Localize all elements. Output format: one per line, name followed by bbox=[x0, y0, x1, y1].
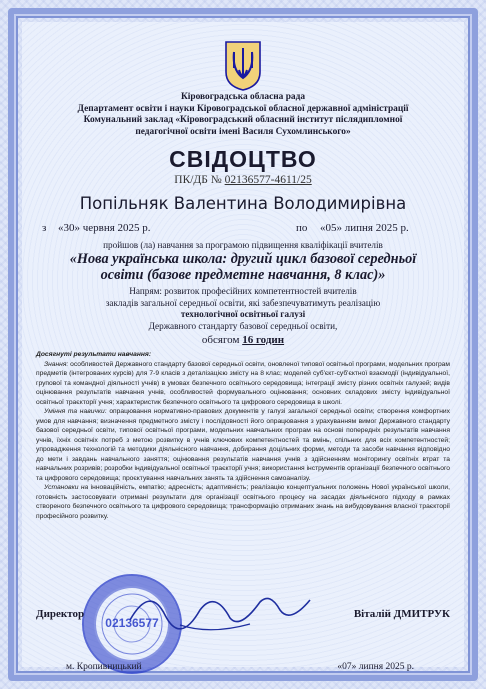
reg-number: 02136577-4611/25 bbox=[224, 174, 312, 186]
attitudes-text: інноваційність, емпатію; адресність; адаптивність; реалізацію концептуальних положень Нової української школи, готовність застосовувати отримані результати для організації освітнього процесу на засадах діяльнісного підходу в рамках створеного безпечного освітнього та цифрового середовища; трансформацію отриманих знань на вибудовування власної траєкторії професійного розвитку. bbox=[36, 484, 450, 520]
header-line-2: Департамент освіти і науки Кіровоградської обласної державної адміністрації bbox=[77, 103, 409, 114]
city: м. Кропивницький bbox=[66, 662, 142, 672]
header bbox=[0, 92, 486, 138]
skills-text: опрацювання нормативно-правових документів у галузі загальної середньої освіти; створення комфортних умов для навчання; визначення предметного змісту і послідовності його опрацювання з урахуванням вимог Державного стандарту базової середньої освіти, типової освітньої програми, модельних навчальних програм на основі попередніх результатів навчання учнів, їхніх освітніх потреб з метою розвитку в учнів ключових компетентностей та вмінь, спільних для всіх компетентностей; упровадження технологій та методики діяльнісного навчання, добирання доцільних форми, методи та засоби навчання відповідно до мети і завдань навчального заняття; оцінювання результатів навчання учнів з здійсненням моніторингу освітніх втрат та навчальних розривів; розробки індивідуальної освітньої траєкторії учня; використання інструментів організації безпечного освітнього та цифрового середовища; проєктування навчальних занять та здійснення самоаналізу. bbox=[36, 408, 450, 482]
direction-block bbox=[0, 286, 486, 332]
direction-line-1: Напрям: розвиток професійних компетентностей вчителів bbox=[129, 286, 357, 296]
knowledge-paragraph bbox=[36, 360, 450, 408]
to-label: по bbox=[296, 222, 308, 234]
issue-date: «07» липня 2025 р. bbox=[337, 662, 414, 672]
results-heading: Досягнуті результати навчання: bbox=[36, 351, 152, 358]
header-line-4: педагогічної освіти імені Василя Сухомлинського» bbox=[135, 126, 351, 137]
certificate-title: СВІДОЦТВО bbox=[169, 146, 317, 172]
to-date: «05» липня 2025 р. bbox=[320, 222, 409, 234]
director-signature bbox=[120, 580, 320, 640]
registration-number bbox=[0, 174, 486, 186]
header-line-3: Комунальний заклад «Кіровоградський обласний інститут післядипломної bbox=[83, 115, 403, 125]
reg-prefix: ПК/ДБ № bbox=[174, 174, 222, 186]
educational-field: технологічної освітньої галузі bbox=[180, 309, 306, 319]
coat-of-arms-icon bbox=[223, 40, 263, 92]
direction-line-2: закладів загальної середньої освіти, які забезпечуватимуть реалізацію bbox=[105, 297, 381, 308]
header-line-1: Кіровоградська обласна рада bbox=[180, 92, 306, 102]
skills-paragraph bbox=[36, 407, 450, 483]
from-label: з bbox=[42, 222, 47, 234]
knowledge-label: Знання: bbox=[44, 360, 69, 368]
attitudes-paragraph bbox=[36, 483, 450, 521]
attitudes-label: Установки на bbox=[44, 484, 89, 491]
passed-text: пройшов (ла) навчання за програмою підвищення кваліфікації вчителів bbox=[103, 240, 383, 250]
learning-results bbox=[36, 350, 450, 521]
knowledge-text: особливостей Державного стандарту базової середньої освіти, оновленої типової освітньої програми, модельних програм предметів (інтегрованих курсів) для 7-9 класів з деталізацією змісту на 8 клас; моделей суб'єкт-суб'єктної взаємодії (індивідуальної, групової та командної діяльності учнів) в умовах безпечного освітнього середовища; інтеграції змісту різних освітніх галузей; видів оцінювання результатів навчання учнів, особливостей формувального оцінювання; основних складових змісту індивідуальної освітньої траєкторії учня; характеристик безпечного освітнього та цифрового середовища в школі. bbox=[36, 360, 450, 406]
signature-name: Віталій ДМИТРУК bbox=[353, 608, 450, 620]
from-date: «30» червня 2025 р. bbox=[58, 222, 151, 234]
state-standard: Державного стандарту базової середньої освіти, bbox=[148, 320, 338, 331]
recipient-name: Попільняк Валентина Володимирівна bbox=[79, 194, 407, 213]
volume-value: 16 годин bbox=[242, 334, 285, 346]
signature-role: Директор bbox=[36, 608, 85, 620]
stamp-number: 02136577 bbox=[105, 616, 159, 630]
course-volume bbox=[0, 334, 486, 346]
skills-label: Уміння та навички: bbox=[44, 408, 107, 415]
course-title: «Нова українська школа: другий цикл базової середньої освіти (базове предметне навчання, 8 клас)» bbox=[69, 251, 417, 283]
volume-label: обсягом bbox=[201, 334, 240, 346]
